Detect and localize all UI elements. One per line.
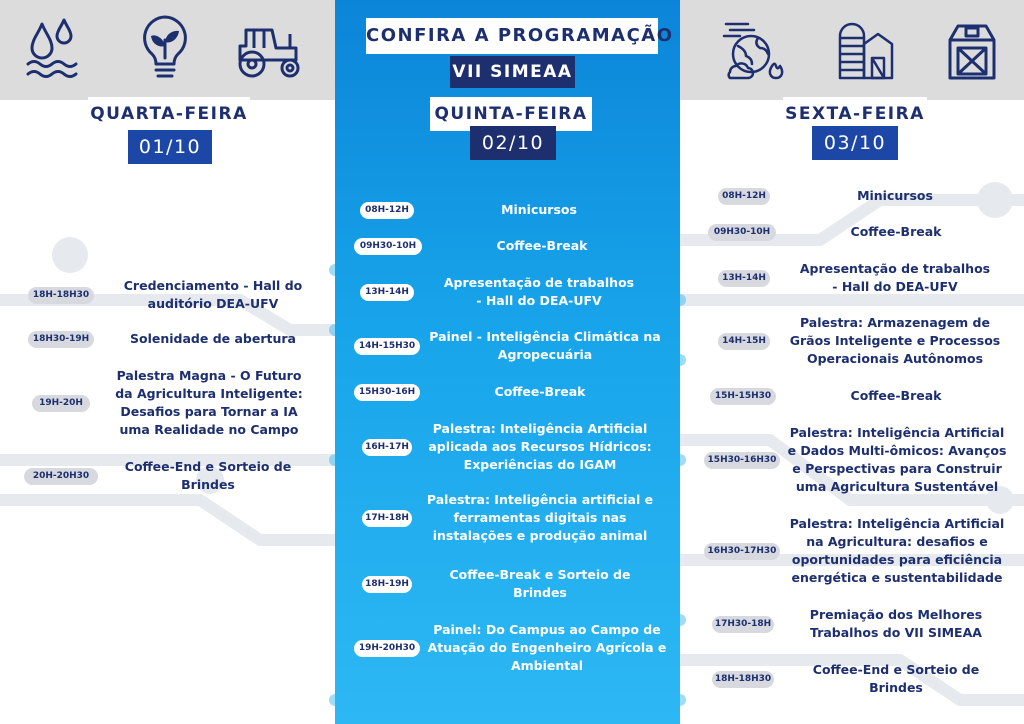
- schedule-item-sexta-1: [718, 187, 1020, 205]
- schedule-item-quinta-5: [354, 383, 660, 401]
- time-badge: 16H30-17H30: [704, 543, 780, 560]
- silo-icon: [836, 16, 896, 82]
- schedule-item-quinta-1: [360, 201, 664, 219]
- time-badge: 17H30-18H: [712, 616, 774, 633]
- event-description: Coffee-Break e Sorteio de Brindes: [449, 567, 631, 600]
- barn-icon: [946, 16, 998, 82]
- schedule-item-quinta-6: [362, 420, 668, 474]
- climate-globe-icon: [718, 14, 784, 86]
- time-badge: 13H-14H: [718, 270, 770, 287]
- schedule-item-sexta-2: [708, 223, 1016, 241]
- tractor-icon: [234, 20, 306, 80]
- schedule-item-quinta-9: [354, 621, 674, 675]
- time-badge: 08H-12H: [718, 188, 770, 205]
- time-badge: 15H30-16H30: [704, 452, 780, 469]
- schedule-item-sexta-6: [704, 424, 1014, 496]
- schedule-item-sexta-3: [718, 260, 1020, 296]
- event-description: Apresentação de trabalhos - Hall do DEA-UFV: [443, 275, 635, 308]
- schedule-item-sexta-7: [704, 515, 1014, 587]
- day-name-sexta: SEXTA-FEIRA: [783, 97, 927, 131]
- day-name-quarta: QUARTA-FEIRA: [88, 97, 250, 131]
- event-description: Premiação dos Melhores Trabalhos do VII SIMEAA: [809, 607, 983, 640]
- time-badge: 09H30-10H: [708, 224, 776, 241]
- lightbulb-leaf-icon: [140, 14, 190, 84]
- schedule-item-quinta-3: [360, 274, 664, 310]
- time-badge: 09H30-10H: [354, 238, 422, 255]
- event-description: Coffee-Break: [496, 238, 588, 253]
- schedule-item-sexta-4: [718, 314, 1020, 368]
- event-description: Painel: Do Campus ao Campo de Atuação do Engenheiro Agrícola e Ambiental: [427, 622, 667, 673]
- event-description: Coffee-End e Sorteio de Brindes: [812, 662, 980, 695]
- schedule-item-quinta-2: [354, 237, 662, 255]
- event-description: Minicursos: [857, 188, 933, 203]
- schedule-item-quarta-1: [28, 277, 332, 313]
- time-badge: 13H-14H: [360, 284, 414, 301]
- event-description: Painel - Inteligência Climática na Agropecuária: [429, 329, 661, 362]
- program-title: CONFIRA A PROGRAMAÇÃO: [366, 18, 658, 54]
- time-badge: 19H-20H30: [354, 640, 420, 657]
- schedule-item-quinta-8: [362, 566, 668, 602]
- time-badge: 18H-19H: [362, 576, 412, 593]
- event-description: Palestra: Inteligência artificial e ferramentas digitais nas instalações e produção animal: [426, 492, 654, 543]
- time-badge: 14H-15H: [718, 333, 770, 350]
- event-description: Solenidade de abertura: [130, 331, 296, 346]
- time-badge: 15H30-16H: [354, 384, 420, 401]
- event-description: Coffee-Break: [494, 384, 586, 399]
- schedule-item-sexta-5: [710, 387, 1016, 405]
- event-description: Palestra: Inteligência Artificial aplicada aos Recursos Hídricos: Experiências do IGAM: [428, 421, 652, 472]
- water-drops-icon: [26, 18, 80, 80]
- time-badge: 18H30-19H: [28, 331, 94, 348]
- event-description: Palestra: Armazenagem de Grãos Inteligente e Processos Operacionais Autônomos: [789, 315, 1001, 366]
- schedule-item-sexta-9: [712, 661, 1018, 697]
- day-name-quinta: QUINTA-FEIRA: [430, 97, 592, 131]
- schedule-item-sexta-8: [712, 606, 1018, 642]
- schedule-item-quinta-7: [362, 491, 668, 545]
- schedule-item-quarta-4: [24, 458, 318, 494]
- time-badge: 19H-20H: [32, 395, 90, 412]
- event-description: Palestra Magna - O Futuro da Agricultura Inteligente: Desafios para Tornar a IA uma Realidade no Campo: [115, 368, 303, 437]
- day-date-quinta: 02/10: [470, 126, 556, 160]
- schedule-item-quarta-2: [28, 330, 332, 348]
- time-badge: 18H-18H30: [28, 287, 94, 304]
- event-description: Coffee-End e Sorteio de Brindes: [124, 459, 292, 492]
- event-description: Coffee-Break: [850, 388, 942, 403]
- time-badge: 18H-18H30: [712, 671, 774, 688]
- event-description: Palestra: Inteligência Artificial e Dados Multi-ômicos: Avanços e Perspectivas para Construir uma Agricultura Sustentável: [787, 425, 1007, 494]
- day-date-sexta: 03/10: [812, 126, 898, 160]
- schedule-item-quinta-4: [354, 328, 670, 364]
- event-description: Credenciamento - Hall do auditório DEA-UFV: [123, 278, 303, 311]
- time-badge: 14H-15H30: [354, 338, 420, 355]
- event-description: Palestra: Inteligência Artificial na Agricultura: desafios e oportunidades para eficiência energética e sustentabilidade: [789, 516, 1005, 585]
- time-badge: 15H-15H30: [710, 388, 776, 405]
- day-date-quarta: 01/10: [128, 130, 212, 164]
- event-name: VII SIMEAA: [450, 56, 575, 88]
- time-badge: 16H-17H: [362, 439, 412, 456]
- time-badge: 17H-18H: [362, 510, 412, 527]
- schedule-item-quarta-3: [32, 367, 328, 439]
- time-badge: 08H-12H: [360, 202, 414, 219]
- event-description: Coffee-Break: [850, 224, 942, 239]
- time-badge: 20H-20H30: [24, 468, 98, 485]
- event-description: Minicursos: [501, 202, 577, 217]
- event-description: Apresentação de trabalhos - Hall do DEA-UFV: [799, 261, 991, 294]
